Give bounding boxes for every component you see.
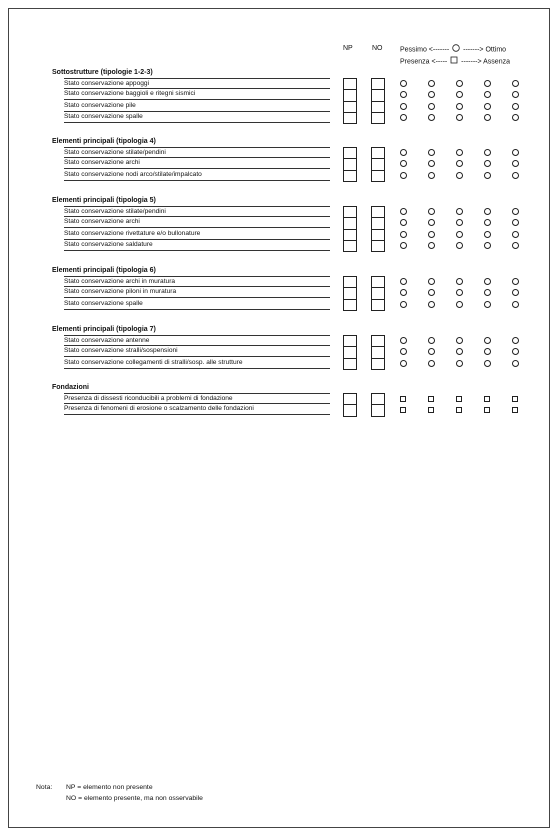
rating-radio[interactable]	[512, 348, 519, 355]
np-checkbox-column[interactable]	[343, 206, 357, 252]
rating-radio[interactable]	[456, 278, 463, 285]
rating-radio[interactable]	[428, 219, 435, 226]
np-checkbox[interactable]	[344, 102, 356, 113]
item-label: Presenza di fenomeni di erosione o scalzamento delle fondazioni	[64, 404, 330, 415]
rating-radio[interactable]	[456, 149, 463, 156]
np-column-header: NP	[343, 45, 353, 52]
no-checkbox[interactable]	[372, 218, 384, 229]
rating-radio[interactable]	[484, 242, 491, 249]
np-checkbox[interactable]	[344, 148, 356, 159]
rating-radio[interactable]	[456, 289, 463, 296]
rating-radio[interactable]	[484, 114, 491, 121]
form-page	[8, 8, 550, 828]
rating-radio[interactable]	[428, 360, 435, 367]
rating-radio[interactable]	[428, 337, 435, 344]
no-checkbox[interactable]	[372, 336, 384, 347]
circle-icon	[452, 44, 460, 55]
rating-radio[interactable]	[456, 301, 463, 308]
np-checkbox[interactable]	[344, 159, 356, 170]
np-checkbox[interactable]	[344, 171, 356, 182]
rating-radio[interactable]	[400, 231, 407, 238]
np-checkbox[interactable]	[344, 347, 356, 358]
no-checkbox-column[interactable]	[371, 206, 385, 252]
no-checkbox-column[interactable]	[371, 393, 385, 417]
item-label: Stato conservazione nodi arco/stilate/impalcato	[64, 170, 330, 181]
item-label: Stato conservazione archi	[64, 217, 330, 228]
np-checkbox[interactable]	[344, 207, 356, 218]
rating-radio[interactable]	[400, 103, 407, 110]
rating-radio[interactable]	[512, 103, 519, 110]
state-scale-left: Pessimo <-------	[400, 46, 450, 54]
rating-radio[interactable]	[484, 219, 491, 226]
rating-radio[interactable]	[428, 289, 435, 296]
no-checkbox[interactable]	[372, 241, 384, 252]
no-checkbox[interactable]	[372, 113, 384, 124]
np-checkbox[interactable]	[344, 277, 356, 288]
np-checkbox[interactable]	[344, 241, 356, 252]
np-checkbox[interactable]	[344, 230, 356, 241]
no-checkbox[interactable]	[372, 347, 384, 358]
rating-radio[interactable]	[400, 80, 407, 87]
rating-radio[interactable]	[512, 219, 519, 226]
rating-radio[interactable]	[512, 278, 519, 285]
np-checkbox-column[interactable]	[343, 276, 357, 311]
no-checkbox[interactable]	[372, 394, 384, 405]
item-label: Stato conservazione archi	[64, 158, 330, 169]
no-checkbox[interactable]	[372, 288, 384, 299]
np-checkbox-column[interactable]	[343, 393, 357, 417]
item-label: Stato conservazione stralli/sospensioni	[64, 346, 330, 357]
item-label: Stato conservazione archi in muratura	[64, 276, 330, 287]
rating-radio[interactable]	[512, 360, 519, 367]
no-checkbox-column[interactable]	[371, 78, 385, 124]
np-checkbox[interactable]	[344, 218, 356, 229]
item-label: Stato conservazione collegamenti di stralli/sosp. alle strutture	[64, 358, 330, 369]
np-checkbox[interactable]	[344, 90, 356, 101]
np-checkbox-column[interactable]	[343, 78, 357, 124]
rating-radio[interactable]	[428, 348, 435, 355]
rating-radio[interactable]	[428, 278, 435, 285]
np-checkbox-column[interactable]	[343, 335, 357, 370]
no-checkbox[interactable]	[372, 79, 384, 90]
rating-radio[interactable]	[512, 337, 519, 344]
rating-radio[interactable]	[512, 80, 519, 87]
rating-radio[interactable]	[428, 242, 435, 249]
item-label: Stato conservazione saldature	[64, 240, 330, 251]
rating-radio[interactable]	[428, 208, 435, 215]
no-checkbox[interactable]	[372, 230, 384, 241]
rating-radio[interactable]	[456, 208, 463, 215]
section-title: Elementi principali (tipologia 5)	[52, 197, 156, 204]
rating-radio[interactable]	[512, 172, 519, 179]
np-checkbox[interactable]	[344, 288, 356, 299]
presence-checkbox[interactable]	[400, 407, 406, 413]
rating-radio[interactable]	[400, 289, 407, 296]
section-title: Fondazioni	[52, 384, 89, 391]
rating-radio[interactable]	[400, 278, 407, 285]
rating-radio[interactable]	[512, 242, 519, 249]
rating-radio[interactable]	[400, 160, 407, 167]
rating-radio[interactable]	[512, 208, 519, 215]
no-checkbox[interactable]	[372, 207, 384, 218]
rating-radio[interactable]	[456, 103, 463, 110]
no-checkbox-column[interactable]	[371, 335, 385, 370]
rating-radio[interactable]	[512, 231, 519, 238]
rating-radio[interactable]	[456, 91, 463, 98]
no-checkbox[interactable]	[372, 300, 384, 311]
no-checkbox-column[interactable]	[371, 276, 385, 311]
rating-radio[interactable]	[428, 114, 435, 121]
rating-radio[interactable]	[456, 219, 463, 226]
item-label: Stato conservazione spalle	[64, 112, 330, 123]
rating-radio[interactable]	[400, 360, 407, 367]
np-checkbox-column[interactable]	[343, 147, 357, 182]
no-checkbox[interactable]	[372, 102, 384, 113]
presence-checkbox[interactable]	[512, 396, 518, 402]
rating-radio[interactable]	[456, 231, 463, 238]
presence-checkbox[interactable]	[428, 396, 434, 402]
presence-checkbox[interactable]	[484, 407, 490, 413]
rating-radio[interactable]	[428, 149, 435, 156]
item-label: Stato conservazione pile	[64, 101, 330, 112]
square-icon	[450, 56, 458, 67]
item-label: Stato conservazione appoggi	[64, 78, 330, 89]
rating-radio[interactable]	[484, 348, 491, 355]
rating-radio[interactable]	[512, 301, 519, 308]
np-checkbox[interactable]	[344, 300, 356, 311]
rating-radio[interactable]	[456, 160, 463, 167]
rating-radio[interactable]	[484, 160, 491, 167]
rating-radio[interactable]	[428, 91, 435, 98]
rating-radio[interactable]	[428, 231, 435, 238]
rating-radio[interactable]	[484, 91, 491, 98]
rating-radio[interactable]	[400, 149, 407, 156]
no-checkbox[interactable]	[372, 359, 384, 370]
rating-radio[interactable]	[484, 149, 491, 156]
rating-radio[interactable]	[456, 242, 463, 249]
rating-radio[interactable]	[484, 103, 491, 110]
rating-radio[interactable]	[456, 337, 463, 344]
item-label: Stato conservazione stilate/pendini	[64, 147, 330, 158]
rating-radio[interactable]	[400, 337, 407, 344]
presence-checkbox[interactable]	[428, 407, 434, 413]
item-label: Presenza di dissesti riconducibili a problemi di fondazione	[64, 393, 330, 404]
rating-radio[interactable]	[428, 80, 435, 87]
rating-radio[interactable]	[400, 242, 407, 249]
rating-radio[interactable]	[456, 114, 463, 121]
item-label: Stato conservazione spalle	[64, 299, 330, 310]
no-column-header: NO	[372, 45, 383, 52]
no-checkbox[interactable]	[372, 277, 384, 288]
rating-radio[interactable]	[512, 91, 519, 98]
rating-radio[interactable]	[456, 80, 463, 87]
no-checkbox-column[interactable]	[371, 147, 385, 182]
note-np: NP = elemento non presente	[66, 784, 153, 791]
presence-checkbox[interactable]	[400, 396, 406, 402]
rating-radio[interactable]	[512, 114, 519, 121]
section-title: Sottostrutture (tipologie 1-2-3)	[52, 69, 153, 76]
note-no: NO = elemento presente, ma non osservabile	[66, 795, 203, 802]
rating-radio[interactable]	[484, 80, 491, 87]
presence-checkbox[interactable]	[512, 407, 518, 413]
no-checkbox[interactable]	[372, 148, 384, 159]
section-title: Elementi principali (tipologia 6)	[52, 267, 156, 274]
rating-radio[interactable]	[456, 348, 463, 355]
rating-radio[interactable]	[456, 172, 463, 179]
rating-radio[interactable]	[428, 172, 435, 179]
rating-radio[interactable]	[512, 149, 519, 156]
rating-radio[interactable]	[400, 208, 407, 215]
rating-radio[interactable]	[400, 114, 407, 121]
np-checkbox[interactable]	[344, 79, 356, 90]
rating-radio[interactable]	[484, 208, 491, 215]
state-scale-right: -------> Ottimo	[463, 46, 507, 54]
rating-radio[interactable]	[484, 172, 491, 179]
section-title: Elementi principali (tipologia 7)	[52, 326, 156, 333]
no-checkbox[interactable]	[372, 171, 384, 182]
rating-radio[interactable]	[484, 337, 491, 344]
rating-radio[interactable]	[400, 301, 407, 308]
section-title: Elementi principali (tipologia 4)	[52, 138, 156, 145]
rating-radio[interactable]	[400, 91, 407, 98]
rating-radio[interactable]	[400, 348, 407, 355]
presence-scale-left: Presenza <-----	[400, 58, 448, 66]
np-checkbox[interactable]	[344, 336, 356, 347]
item-label: Stato conservazione piloni in muratura	[64, 287, 330, 298]
rating-radio[interactable]	[428, 103, 435, 110]
presence-scale-right: -------> Assenza	[461, 58, 510, 66]
presence-scale-legend	[400, 56, 510, 67]
presence-checkbox[interactable]	[456, 407, 462, 413]
np-checkbox[interactable]	[344, 394, 356, 405]
rating-radio[interactable]	[400, 172, 407, 179]
presence-checkbox[interactable]	[456, 396, 462, 402]
rating-radio[interactable]	[512, 289, 519, 296]
rating-radio[interactable]	[484, 278, 491, 285]
rating-radio[interactable]	[428, 160, 435, 167]
rating-radio[interactable]	[456, 360, 463, 367]
rating-radio[interactable]	[484, 231, 491, 238]
rating-radio[interactable]	[512, 160, 519, 167]
item-label: Stato conservazione baggioli e ritegni sismici	[64, 89, 330, 100]
np-checkbox[interactable]	[344, 359, 356, 370]
item-label: Stato conservazione stilate/pendini	[64, 206, 330, 217]
item-label: Stato conservazione rivettature e/o bullonature	[64, 229, 330, 240]
state-scale-legend	[400, 44, 506, 55]
rating-radio[interactable]	[484, 360, 491, 367]
no-checkbox[interactable]	[372, 405, 384, 416]
np-checkbox[interactable]	[344, 405, 356, 416]
presence-checkbox[interactable]	[484, 396, 490, 402]
no-checkbox[interactable]	[372, 90, 384, 101]
rating-radio[interactable]	[400, 219, 407, 226]
rating-radio[interactable]	[484, 289, 491, 296]
rating-radio[interactable]	[428, 301, 435, 308]
np-checkbox[interactable]	[344, 113, 356, 124]
item-label: Stato conservazione antenne	[64, 335, 330, 346]
note-label: Nota:	[36, 784, 53, 791]
no-checkbox[interactable]	[372, 159, 384, 170]
rating-radio[interactable]	[484, 301, 491, 308]
